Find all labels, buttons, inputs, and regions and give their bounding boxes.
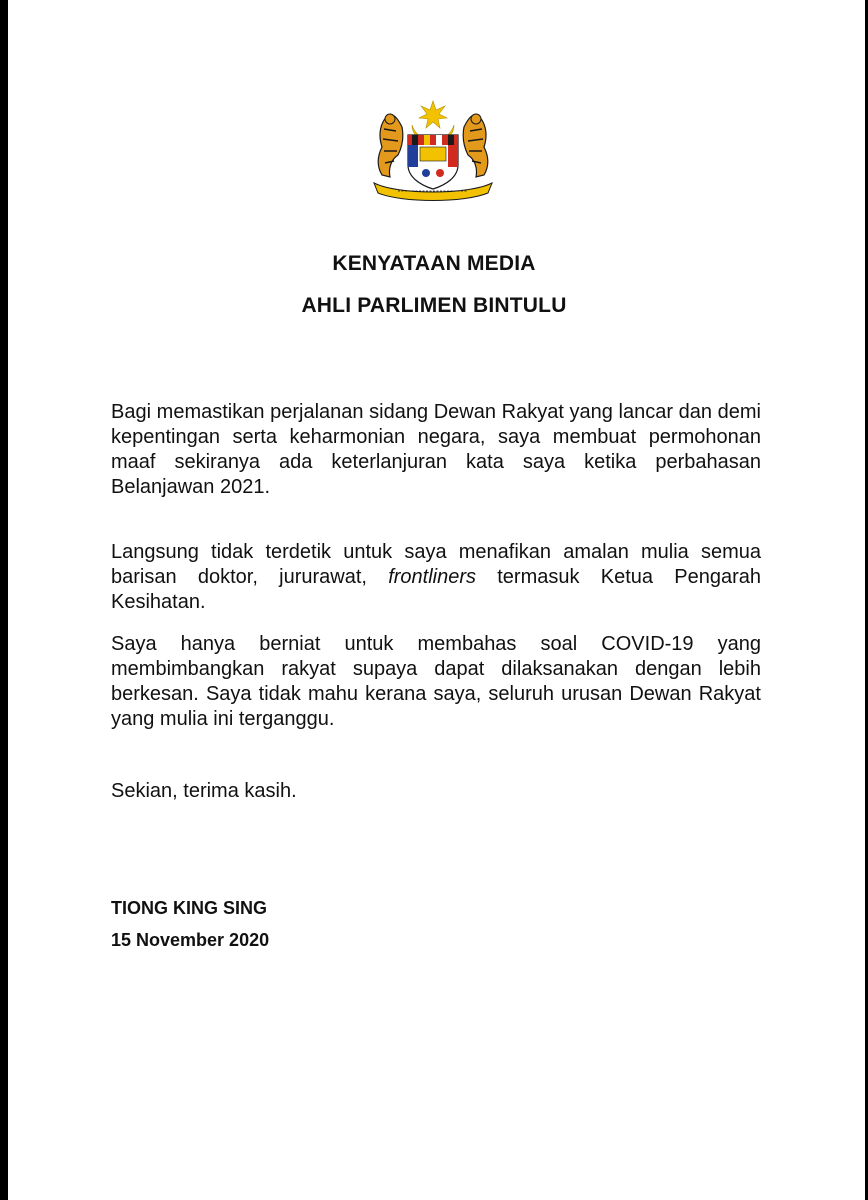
heading-member-of-parliament: AHLI PARLIMEN BINTULU: [301, 294, 567, 317]
paragraph-frontliners-italic: frontliners: [388, 566, 476, 588]
paragraph-frontliners: [111, 540, 761, 615]
malaysia-coat-of-arms-icon: [368, 95, 498, 205]
closing-remark: Sekian, terima kasih.: [111, 780, 297, 802]
left-border: [0, 0, 8, 1200]
paragraph-frontliners-text-2: termasuk Ketua Pengarah Kesihatan.: [111, 566, 761, 613]
signatory-date: 15 November 2020: [111, 930, 270, 950]
paragraph-apology: Bagi memastikan perjalanan sidang Dewan Rakyat yang lancar dan demi kepentingan serta keharmonian negara, saya membuat permohonan maaf sekiranya ada keterlanjuran kata saya ketika perbahasan Belanjawan 2021.: [111, 401, 761, 498]
signatory-name: TIONG KING SING: [111, 898, 268, 918]
paragraph-frontliners-text-1: Langsung tidak terdetik untuk saya menafikan amalan mulia semua barisan doktor, jururawat,: [111, 541, 761, 588]
heading-media-statement: KENYATAAN MEDIA: [332, 252, 536, 275]
paragraph-covid-intent: Saya hanya berniat untuk membahas soal COVID-19 yang membimbangkan rakyat supaya dapat dilaksanakan dengan lebih berkesan. Saya tidak mahu kerana saya, seluruh urusan Dewan Rakyat yang mulia ini terganggu.: [111, 633, 761, 730]
